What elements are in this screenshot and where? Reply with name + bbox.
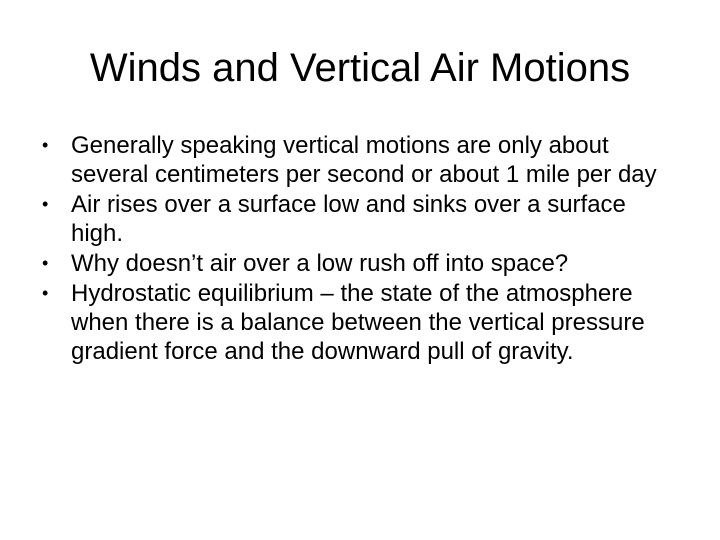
bullet-item-vertical-motions: [36, 131, 676, 189]
bullet-icon: •: [42, 283, 49, 303]
bullet-item-air-rises: [36, 190, 676, 248]
bullet-icon: •: [42, 194, 49, 214]
bullet-item-why-question: [36, 249, 676, 278]
bullet-text: Generally speaking vertical motions are only about several centimeters per second or about 1 mile per day: [71, 132, 657, 188]
slide-title: Winds and Vertical Air Motions: [89, 46, 631, 90]
bullet-icon: •: [42, 253, 49, 273]
bullet-item-hydrostatic-equilibrium: [36, 279, 676, 366]
bullet-text: Hydrostatic equilibrium – the state of the atmosphere when there is a balance between the vertical pressure gradient force and the downward pull of gravity.: [71, 280, 645, 365]
bullet-text: Air rises over a surface low and sinks over a surface high.: [71, 191, 626, 247]
bullet-icon: •: [42, 135, 49, 155]
bullet-text: Why doesn’t air over a low rush off into space?: [71, 250, 569, 277]
bullet-list: [36, 131, 676, 367]
